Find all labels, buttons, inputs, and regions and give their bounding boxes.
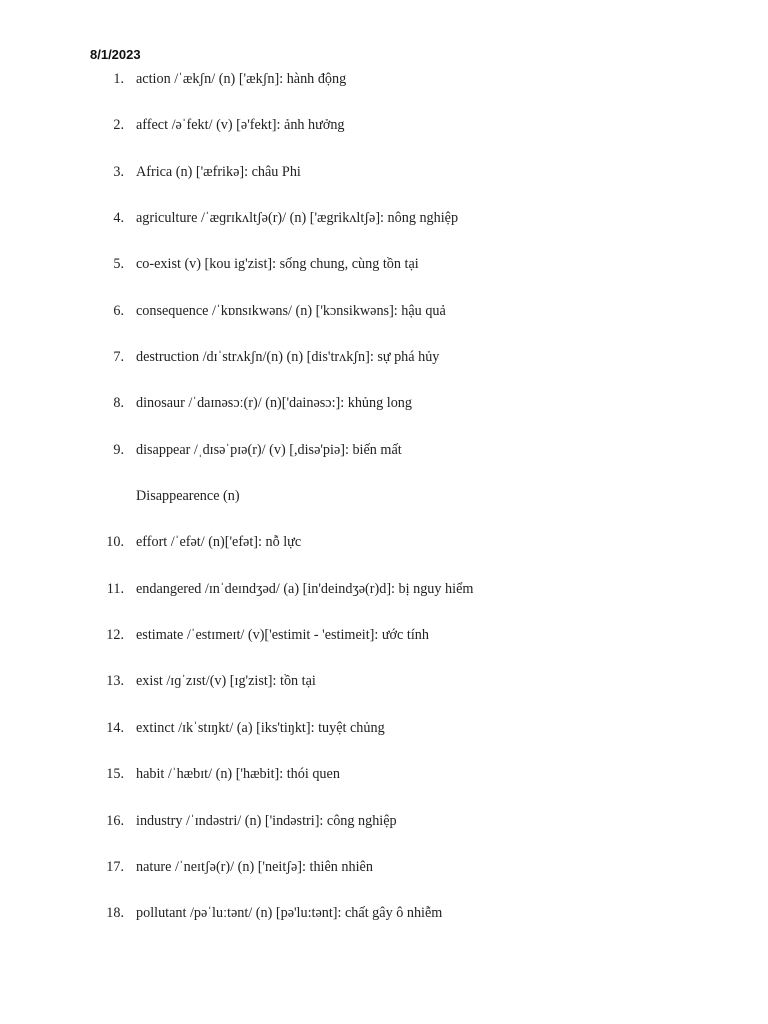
list-item: [0, 393, 768, 439]
list-item: [0, 811, 768, 857]
list-item: [0, 347, 768, 393]
list-item-text: consequence /ˈkɒnsɪkwəns/ (n) ['kɔnsikwəns]: hậu quả: [136, 302, 446, 319]
list-item-text: action /ˈækʃn/ (n) ['ækʃn]: hành động: [136, 71, 347, 87]
list-item-text: exist /ɪɡˈzɪst/(v) [ɪg'zist]: tồn tại: [136, 673, 316, 690]
list-item-number: 6.: [113, 302, 124, 319]
list-item: [0, 208, 768, 254]
list-item-text: habit /ˈhæbɪt/ (n) ['hæbit]: thói quen: [136, 766, 340, 783]
list-item-number: 3.: [113, 163, 124, 180]
list-item: [0, 115, 768, 161]
list-item-text: co-exist (v) [kou ig'zist]: sống chung, cùng tồn tại: [136, 256, 419, 273]
list-item: [0, 440, 768, 486]
list-item: [0, 625, 768, 671]
list-item-text: nature /ˈneɪtʃə(r)/ (n) ['neitʃə]: thiên nhiên: [136, 858, 373, 875]
list-item-number: 5.: [113, 256, 124, 273]
list-item: [0, 69, 768, 115]
list-item: [0, 671, 768, 717]
list-item-number: 2.: [113, 117, 124, 134]
list-item-number: 7.: [113, 349, 124, 366]
list-item: [0, 764, 768, 810]
list-item: [0, 254, 768, 300]
list-item-number: 13.: [106, 673, 124, 690]
list-item-number: 10.: [106, 534, 124, 551]
list-item-text: disappear /ˌdɪsəˈpɪə(r)/ (v) [,disə'piə]: biến mất: [136, 441, 402, 458]
list-item-text: Disappearence (n): [136, 488, 240, 505]
list-item-number: 4.: [113, 210, 124, 227]
vocabulary-list: [0, 69, 768, 950]
list-item-number: 18.: [106, 905, 124, 922]
list-item-text: endangered /ɪnˈdeɪndʒəd/ (a) [in'deindʒə(r)d]: bị nguy hiểm: [136, 580, 474, 597]
list-item-number: 16.: [106, 812, 124, 829]
list-item-text: dinosaur /ˈdaɪnəsɔː(r)/ (n)['dainəsɔ:]: khủng long: [136, 395, 412, 412]
list-item-number: 15.: [106, 766, 124, 783]
list-item-number: 12.: [106, 627, 124, 644]
list-item-text: industry /ˈɪndəstri/ (n) ['indəstri]: công nghiệp: [136, 812, 397, 829]
list-item-text: agriculture /ˈæɡrɪkʌltʃə(r)/ (n) ['ægrikʌltʃə]: nông nghiệp: [136, 210, 459, 227]
list-item: [0, 301, 768, 347]
list-item: [0, 532, 768, 578]
list-item: [0, 718, 768, 764]
list-item-text: pollutant /pəˈluːtənt/ (n) [pə'lu:tənt]: chất gây ô nhiễm: [136, 905, 443, 922]
list-item: [0, 486, 768, 532]
list-item-number: 11.: [106, 580, 124, 597]
list-item-text: estimate /ˈestɪmeɪt/ (v)['estimit - 'estimeit]: ước tính: [136, 627, 429, 644]
list-item-number: 9.: [113, 441, 124, 458]
list-item-text: extinct /ɪkˈstɪŋkt/ (a) [iks'tiŋkt]: tuyệt chủng: [136, 719, 385, 736]
list-item-text: effort /ˈefət/ (n)['efət]: nỗ lực: [136, 534, 302, 551]
list-item: [0, 162, 768, 208]
document-date: 8/1/2023: [90, 47, 141, 62]
list-item-number: 1.: [113, 71, 124, 87]
list-item-text: destruction /dɪˈstrʌkʃn/(n) (n) [dis'trʌkʃn]: sự phá hủy: [136, 349, 440, 366]
list-item-number: 17.: [106, 858, 124, 875]
list-item-number: 8.: [113, 395, 124, 412]
list-item-text: Africa (n) ['æfrikə]: châu Phi: [136, 163, 301, 180]
list-item-text: affect /əˈfekt/ (v) [ə'fekt]: ảnh hưởng: [136, 117, 345, 134]
list-item: [0, 903, 768, 949]
list-item: [0, 857, 768, 903]
list-item-number: 14.: [106, 719, 124, 736]
list-item: [0, 579, 768, 625]
